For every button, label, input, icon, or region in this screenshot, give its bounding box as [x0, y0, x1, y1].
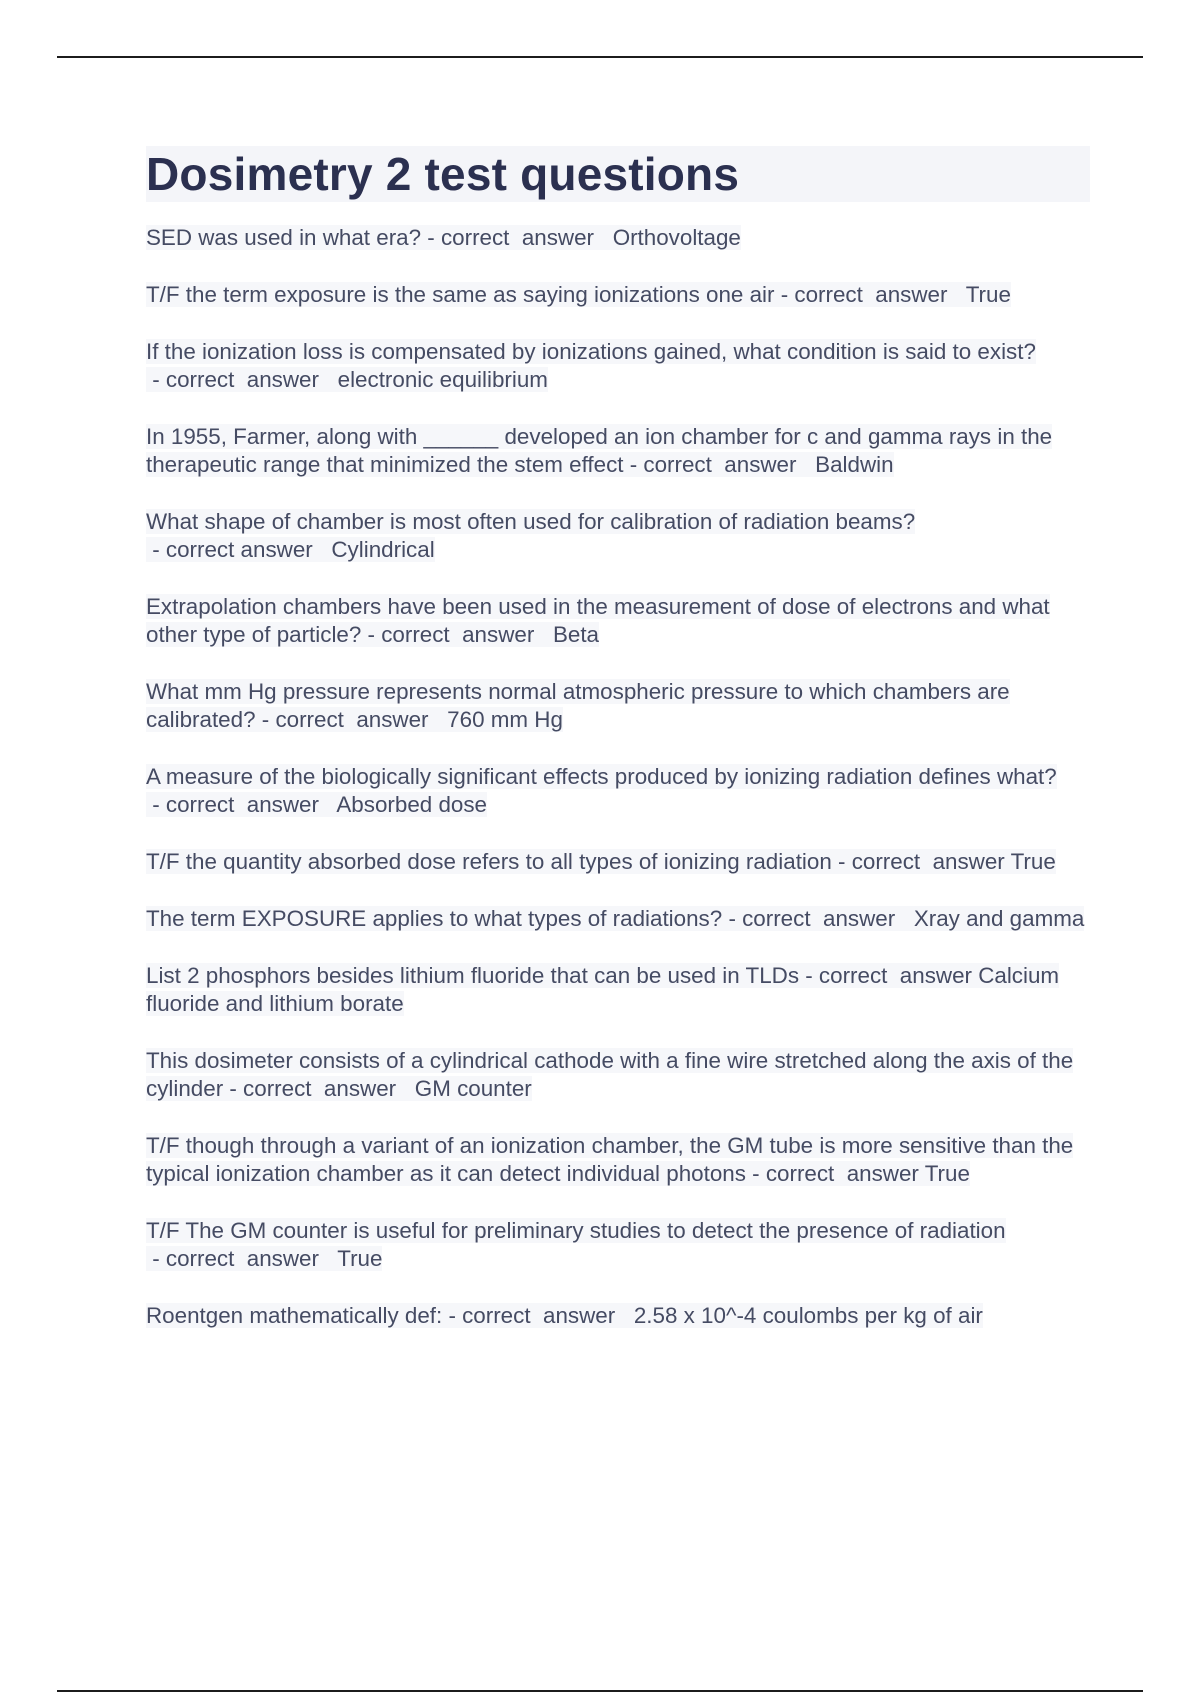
question-text: Extrapolation chambers have been used in the measurement of dose of electrons and what other type of particle?: [146, 594, 1050, 647]
answer-text: True: [924, 1161, 970, 1186]
document-body: [146, 146, 1090, 1359]
qa-item: [146, 1132, 1090, 1188]
qa-item: [146, 1047, 1090, 1103]
answer-separator: - correct answer: [774, 282, 966, 307]
answer-text: Absorbed dose: [336, 792, 487, 817]
qa-item: [146, 962, 1090, 1018]
question-text: In 1955, Farmer, along with ______ developed an ion chamber for c and gamma rays in the therapeutic range that minimized the stem effect: [146, 424, 1053, 477]
answer-text: electronic equilibrium: [337, 367, 548, 392]
answer-text: GM counter: [414, 1076, 532, 1101]
qa-item: [146, 763, 1090, 819]
answer-text: True: [965, 282, 1011, 307]
qa-text: [146, 594, 1050, 647]
qa-item: [146, 224, 1090, 252]
answer-text: 760 mm Hg: [447, 707, 563, 732]
answer-separator: - correct answer: [255, 707, 448, 732]
question-text: SED was used in what era?: [146, 225, 422, 250]
question-text: What mm Hg pressure represents normal atmospheric pressure to which chambers are calibrated?: [146, 679, 1010, 732]
qa-text: [146, 1303, 983, 1328]
answer-text: Beta: [552, 622, 600, 647]
qa-item: [146, 281, 1090, 309]
answer-separator: - correct answer: [361, 622, 553, 647]
answer-separator: - correct answer: [623, 452, 816, 477]
answer-text: 2.58 x 10^-4 coulombs per kg of air: [633, 1303, 983, 1328]
question-text: T/F though through a variant of an ionization chamber, the GM tube is more sensitive than the typical ionization chamber as it can detect individual photons: [146, 1133, 1074, 1186]
qa-text: [146, 1218, 1006, 1271]
answer-separator: - correct answer: [799, 963, 979, 988]
answer-separator: - correct answer: [442, 1303, 634, 1328]
answer-separator: - correct answer: [745, 1161, 925, 1186]
qa-text: [146, 679, 1010, 732]
answer-separator: - correct answer: [722, 906, 914, 931]
answer-text: Cylindrical: [331, 537, 435, 562]
question-text: T/F the quantity absorbed dose refers to all types of ionizing radiation: [146, 849, 832, 874]
question-text: T/F the term exposure is the same as saying ionizations one air: [146, 282, 775, 307]
answer-text: True: [1010, 849, 1056, 874]
title-band: [146, 146, 1090, 202]
qa-text: [146, 1133, 1073, 1186]
answer-text: Orthovoltage: [612, 225, 741, 250]
qa-text: [146, 282, 1011, 307]
question-text: List 2 phosphors besides lithium fluoride that can be used in TLDs: [146, 963, 800, 988]
question-text: Roentgen mathematically def:: [146, 1303, 443, 1328]
answer-text: True: [337, 1246, 383, 1271]
answer-separator: - correct answer: [831, 849, 1011, 874]
qa-item: [146, 338, 1090, 394]
answer-separator: - correct answer: [421, 225, 613, 250]
qa-item: [146, 593, 1090, 649]
answer-separator: - correct answer: [146, 367, 338, 392]
top-rule: [57, 56, 1143, 58]
question-text: If the ionization loss is compensated by ionizations gained, what condition is said to exist?: [146, 339, 1036, 364]
qa-text: [146, 849, 1056, 874]
qa-item: [146, 678, 1090, 734]
qa-item: [146, 905, 1090, 933]
qa-text: [146, 225, 741, 250]
question-text: The term EXPOSURE applies to what types of radiations?: [146, 906, 723, 931]
answer-separator: - correct answer: [223, 1076, 415, 1101]
document-title: Dosimetry 2 test questions: [146, 148, 740, 200]
qa-text: [146, 906, 1084, 931]
answer-separator: - correct answer: [146, 792, 337, 817]
answer-text: Baldwin: [815, 452, 894, 477]
qa-text: [146, 1048, 1073, 1101]
answer-separator: - correct answer: [146, 537, 332, 562]
question-list: [146, 224, 1090, 1330]
question-text: What shape of chamber is most often used for calibration of radiation beams?: [146, 509, 916, 534]
answer-text: Xray and gamma: [913, 906, 1085, 931]
qa-item: [146, 423, 1090, 479]
question-text: A measure of the biologically significant effects produced by ionizing radiation defines what?: [146, 764, 1057, 789]
qa-text: [146, 339, 1036, 392]
qa-text: [146, 764, 1057, 817]
question-text: T/F The GM counter is useful for preliminary studies to detect the presence of radiation: [146, 1218, 1006, 1243]
qa-text: [146, 424, 1052, 477]
answer-text: Calcium fluoride and lithium borate: [146, 963, 1060, 1016]
qa-item: [146, 848, 1090, 876]
qa-text: [146, 963, 1059, 1016]
qa-item: [146, 1302, 1090, 1330]
qa-text: [146, 509, 915, 562]
answer-separator: - correct answer: [146, 1246, 338, 1271]
bottom-rule: [57, 1690, 1143, 1692]
qa-item: [146, 508, 1090, 564]
question-text: This dosimeter consists of a cylindrical cathode with a fine wire stretched along the axis of the cylinder: [146, 1048, 1074, 1101]
qa-item: [146, 1217, 1090, 1273]
